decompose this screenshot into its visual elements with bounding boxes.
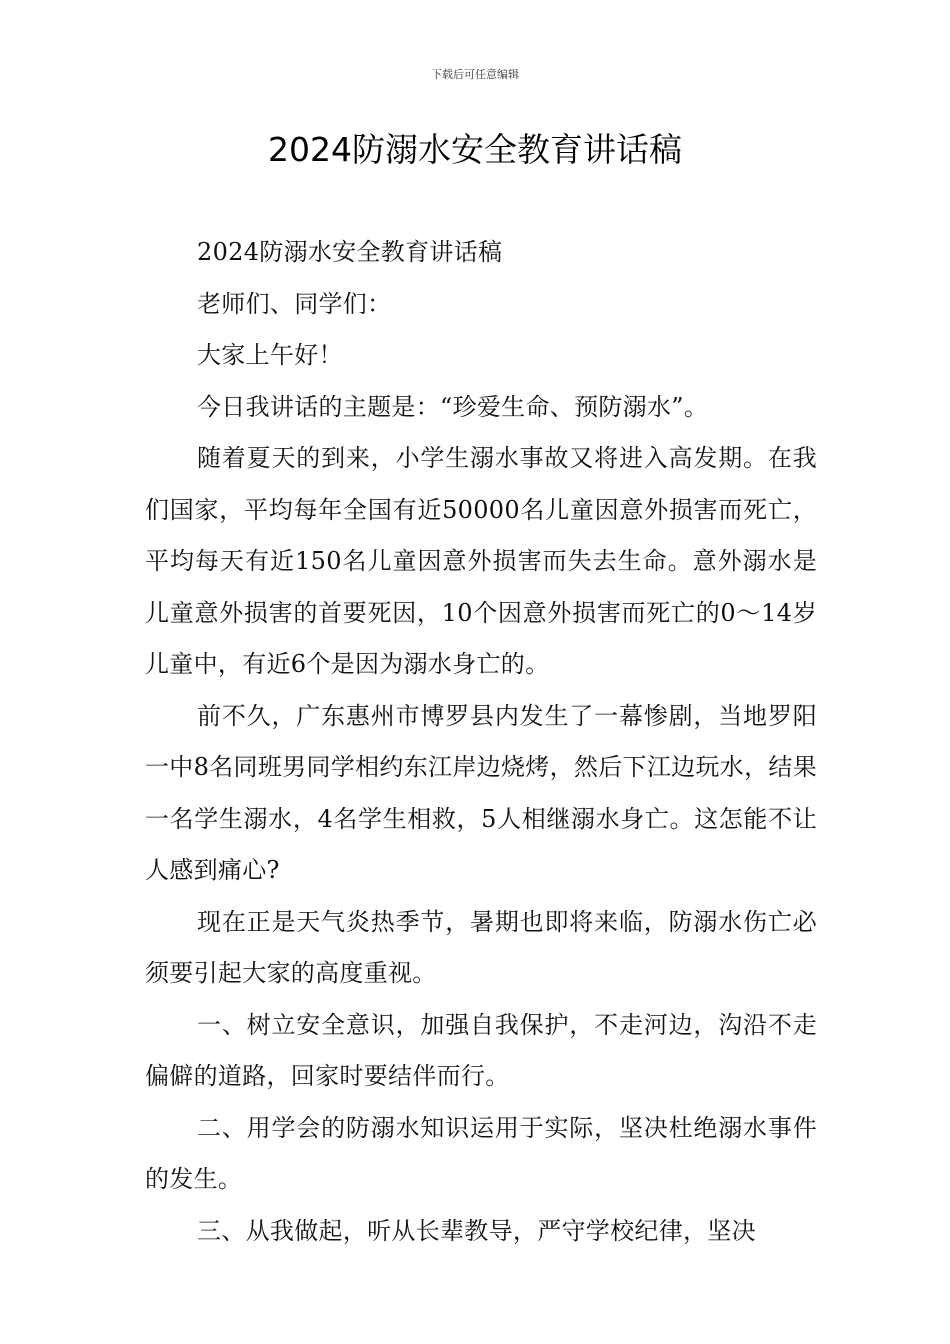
- paragraph-topic: 今日我讲话的主题是：“珍爱生命、预防溺水”。: [197, 392, 709, 421]
- document-body: [145, 227, 817, 1257]
- page-header-note: 下载后可任意编辑: [431, 68, 519, 81]
- document-title: 2024防溺水安全教育讲话稿: [268, 130, 682, 169]
- paragraph-subtitle: 2024防溺水安全教育讲话稿: [197, 238, 503, 266]
- paragraph-greeting: 大家上午好！: [197, 341, 343, 369]
- paragraph-salutation: 老师们、同学们：: [197, 289, 392, 318]
- paragraph-statistics: 随着夏天的到来，小学生溺水事故又将进入高发期。在我们国家，平均每年全国有近50000名儿童因意外损害而死亡，平均每天有近150名儿童因意外损害而失去生命。意外溺水是儿童意外损害的首要死因，10个因意外损害而死亡的0～14岁儿童中，有近6个是因为溺水身亡的。: [145, 444, 817, 678]
- paragraph-season: 现在正是天气炎热季节，暑期也即将来临，防溺水伤亡必须要引起大家的高度重视。: [145, 907, 817, 987]
- paragraph-incident: 前不久，广东惠州市博罗县内发生了一幕惨剧，当地罗阳一中8名同班男同学相约东江岸边烧烤，然后下江边玩水，结果一名学生溺水，4名学生相救，5人相继溺水身亡。这怎能不让人感到痛心?: [145, 701, 817, 884]
- paragraph-point-one: 一、树立安全意识，加强自我保护，不走河边，沟沿不走偏僻的道路，回家时要结伴而行。: [145, 1010, 817, 1090]
- paragraph-point-two: 二、用学会的防溺水知识运用于实际，坚决杜绝溺水事件的发生。: [145, 1113, 817, 1193]
- paragraph-point-three: 三、从我做起，听从长辈教导，严守学校纪律，坚决: [197, 1216, 756, 1245]
